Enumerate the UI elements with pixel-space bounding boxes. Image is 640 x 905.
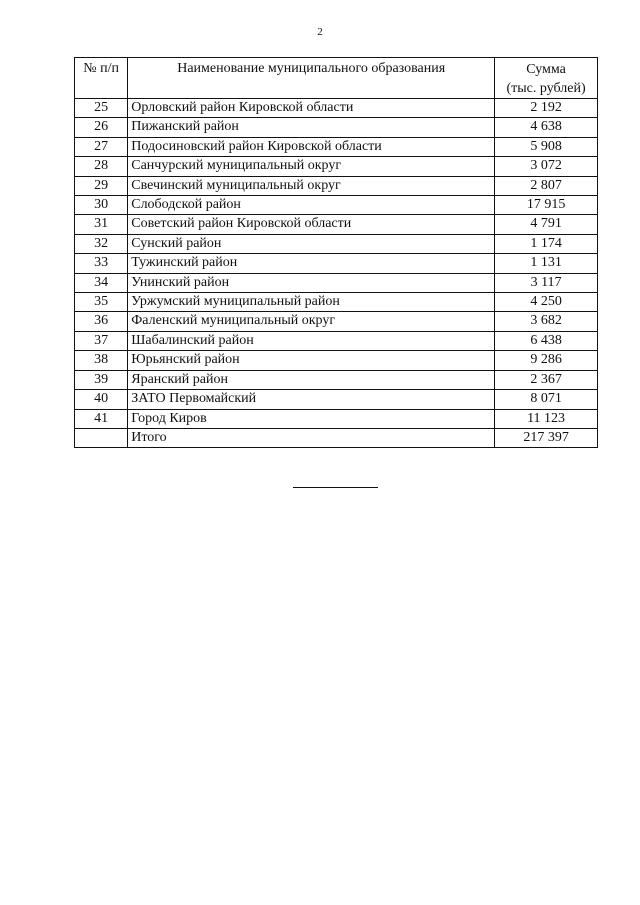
row-number: 37 xyxy=(75,331,128,350)
row-number: 39 xyxy=(75,370,128,389)
row-municipality-name: Город Киров xyxy=(128,409,495,428)
row-number: 30 xyxy=(75,196,128,215)
table-row xyxy=(75,176,598,195)
table-row xyxy=(75,312,598,331)
row-number: 41 xyxy=(75,409,128,428)
row-sum: 9 286 xyxy=(495,351,598,370)
row-sum: 6 438 xyxy=(495,331,598,350)
row-sum: 4 250 xyxy=(495,293,598,312)
row-municipality-name: ЗАТО Первомайский xyxy=(128,390,495,409)
table-row xyxy=(75,118,598,137)
row-number xyxy=(75,428,128,447)
row-sum: 3 117 xyxy=(495,273,598,292)
row-number: 35 xyxy=(75,293,128,312)
row-sum: 17 915 xyxy=(495,196,598,215)
row-sum: 4 638 xyxy=(495,118,598,137)
table-body xyxy=(75,99,598,448)
row-number: 36 xyxy=(75,312,128,331)
row-number: 38 xyxy=(75,351,128,370)
table-row xyxy=(75,390,598,409)
end-divider xyxy=(293,487,378,488)
row-number: 29 xyxy=(75,176,128,195)
header-sum-title: Сумма xyxy=(526,62,566,77)
row-municipality-name: Пижанский район xyxy=(128,118,495,137)
row-municipality-name: Унинский район xyxy=(128,273,495,292)
header-sum-unit: (тыс. рублей) xyxy=(506,81,586,96)
row-municipality-name: Юрьянский район xyxy=(128,351,495,370)
row-municipality-name: Свечинский муниципальный округ xyxy=(128,176,495,195)
table-row xyxy=(75,254,598,273)
row-municipality-name: Подосиновский район Кировской области xyxy=(128,137,495,156)
page-number: 2 xyxy=(317,26,323,38)
row-municipality-name: Фаленский муниципальный округ xyxy=(128,312,495,331)
row-number: 32 xyxy=(75,234,128,253)
row-municipality-name: Орловский район Кировской области xyxy=(128,99,495,118)
row-municipality-name: Шабалинский район xyxy=(128,331,495,350)
total-row xyxy=(75,428,598,447)
row-municipality-name: Яранский район xyxy=(128,370,495,389)
row-sum: 11 123 xyxy=(495,409,598,428)
row-municipality-name: Уржумский муниципальный район xyxy=(128,293,495,312)
row-sum: 217 397 xyxy=(495,428,598,447)
row-sum: 1 174 xyxy=(495,234,598,253)
table-row xyxy=(75,215,598,234)
row-number: 28 xyxy=(75,157,128,176)
row-number: 40 xyxy=(75,390,128,409)
table-row xyxy=(75,99,598,118)
row-number: 27 xyxy=(75,137,128,156)
row-sum: 4 791 xyxy=(495,215,598,234)
header-number: № п/п xyxy=(75,58,128,99)
row-municipality-name: Санчурский муниципальный округ xyxy=(128,157,495,176)
row-sum: 2 367 xyxy=(495,370,598,389)
row-sum: 5 908 xyxy=(495,137,598,156)
row-number: 34 xyxy=(75,273,128,292)
row-sum: 2 807 xyxy=(495,176,598,195)
row-number: 33 xyxy=(75,254,128,273)
table-row xyxy=(75,234,598,253)
row-number: 31 xyxy=(75,215,128,234)
row-sum: 1 131 xyxy=(495,254,598,273)
budget-table xyxy=(74,57,598,448)
row-sum: 3 682 xyxy=(495,312,598,331)
row-municipality-name: Сунский район xyxy=(128,234,495,253)
table-row xyxy=(75,273,598,292)
header-sum xyxy=(495,58,598,99)
header-municipality-name: Наименование муниципального образования xyxy=(128,58,495,99)
row-sum: 3 072 xyxy=(495,157,598,176)
row-municipality-name: Итого xyxy=(128,428,495,447)
row-municipality-name: Слободской район xyxy=(128,196,495,215)
row-number: 25 xyxy=(75,99,128,118)
table-row xyxy=(75,137,598,156)
table-row xyxy=(75,370,598,389)
row-number: 26 xyxy=(75,118,128,137)
row-sum: 8 071 xyxy=(495,390,598,409)
table-row xyxy=(75,331,598,350)
row-sum: 2 192 xyxy=(495,99,598,118)
table-row xyxy=(75,293,598,312)
table-row xyxy=(75,409,598,428)
table-row xyxy=(75,157,598,176)
row-municipality-name: Тужинский район xyxy=(128,254,495,273)
row-municipality-name: Советский район Кировской области xyxy=(128,215,495,234)
table-header-row xyxy=(75,58,598,99)
table-row xyxy=(75,196,598,215)
table-row xyxy=(75,351,598,370)
